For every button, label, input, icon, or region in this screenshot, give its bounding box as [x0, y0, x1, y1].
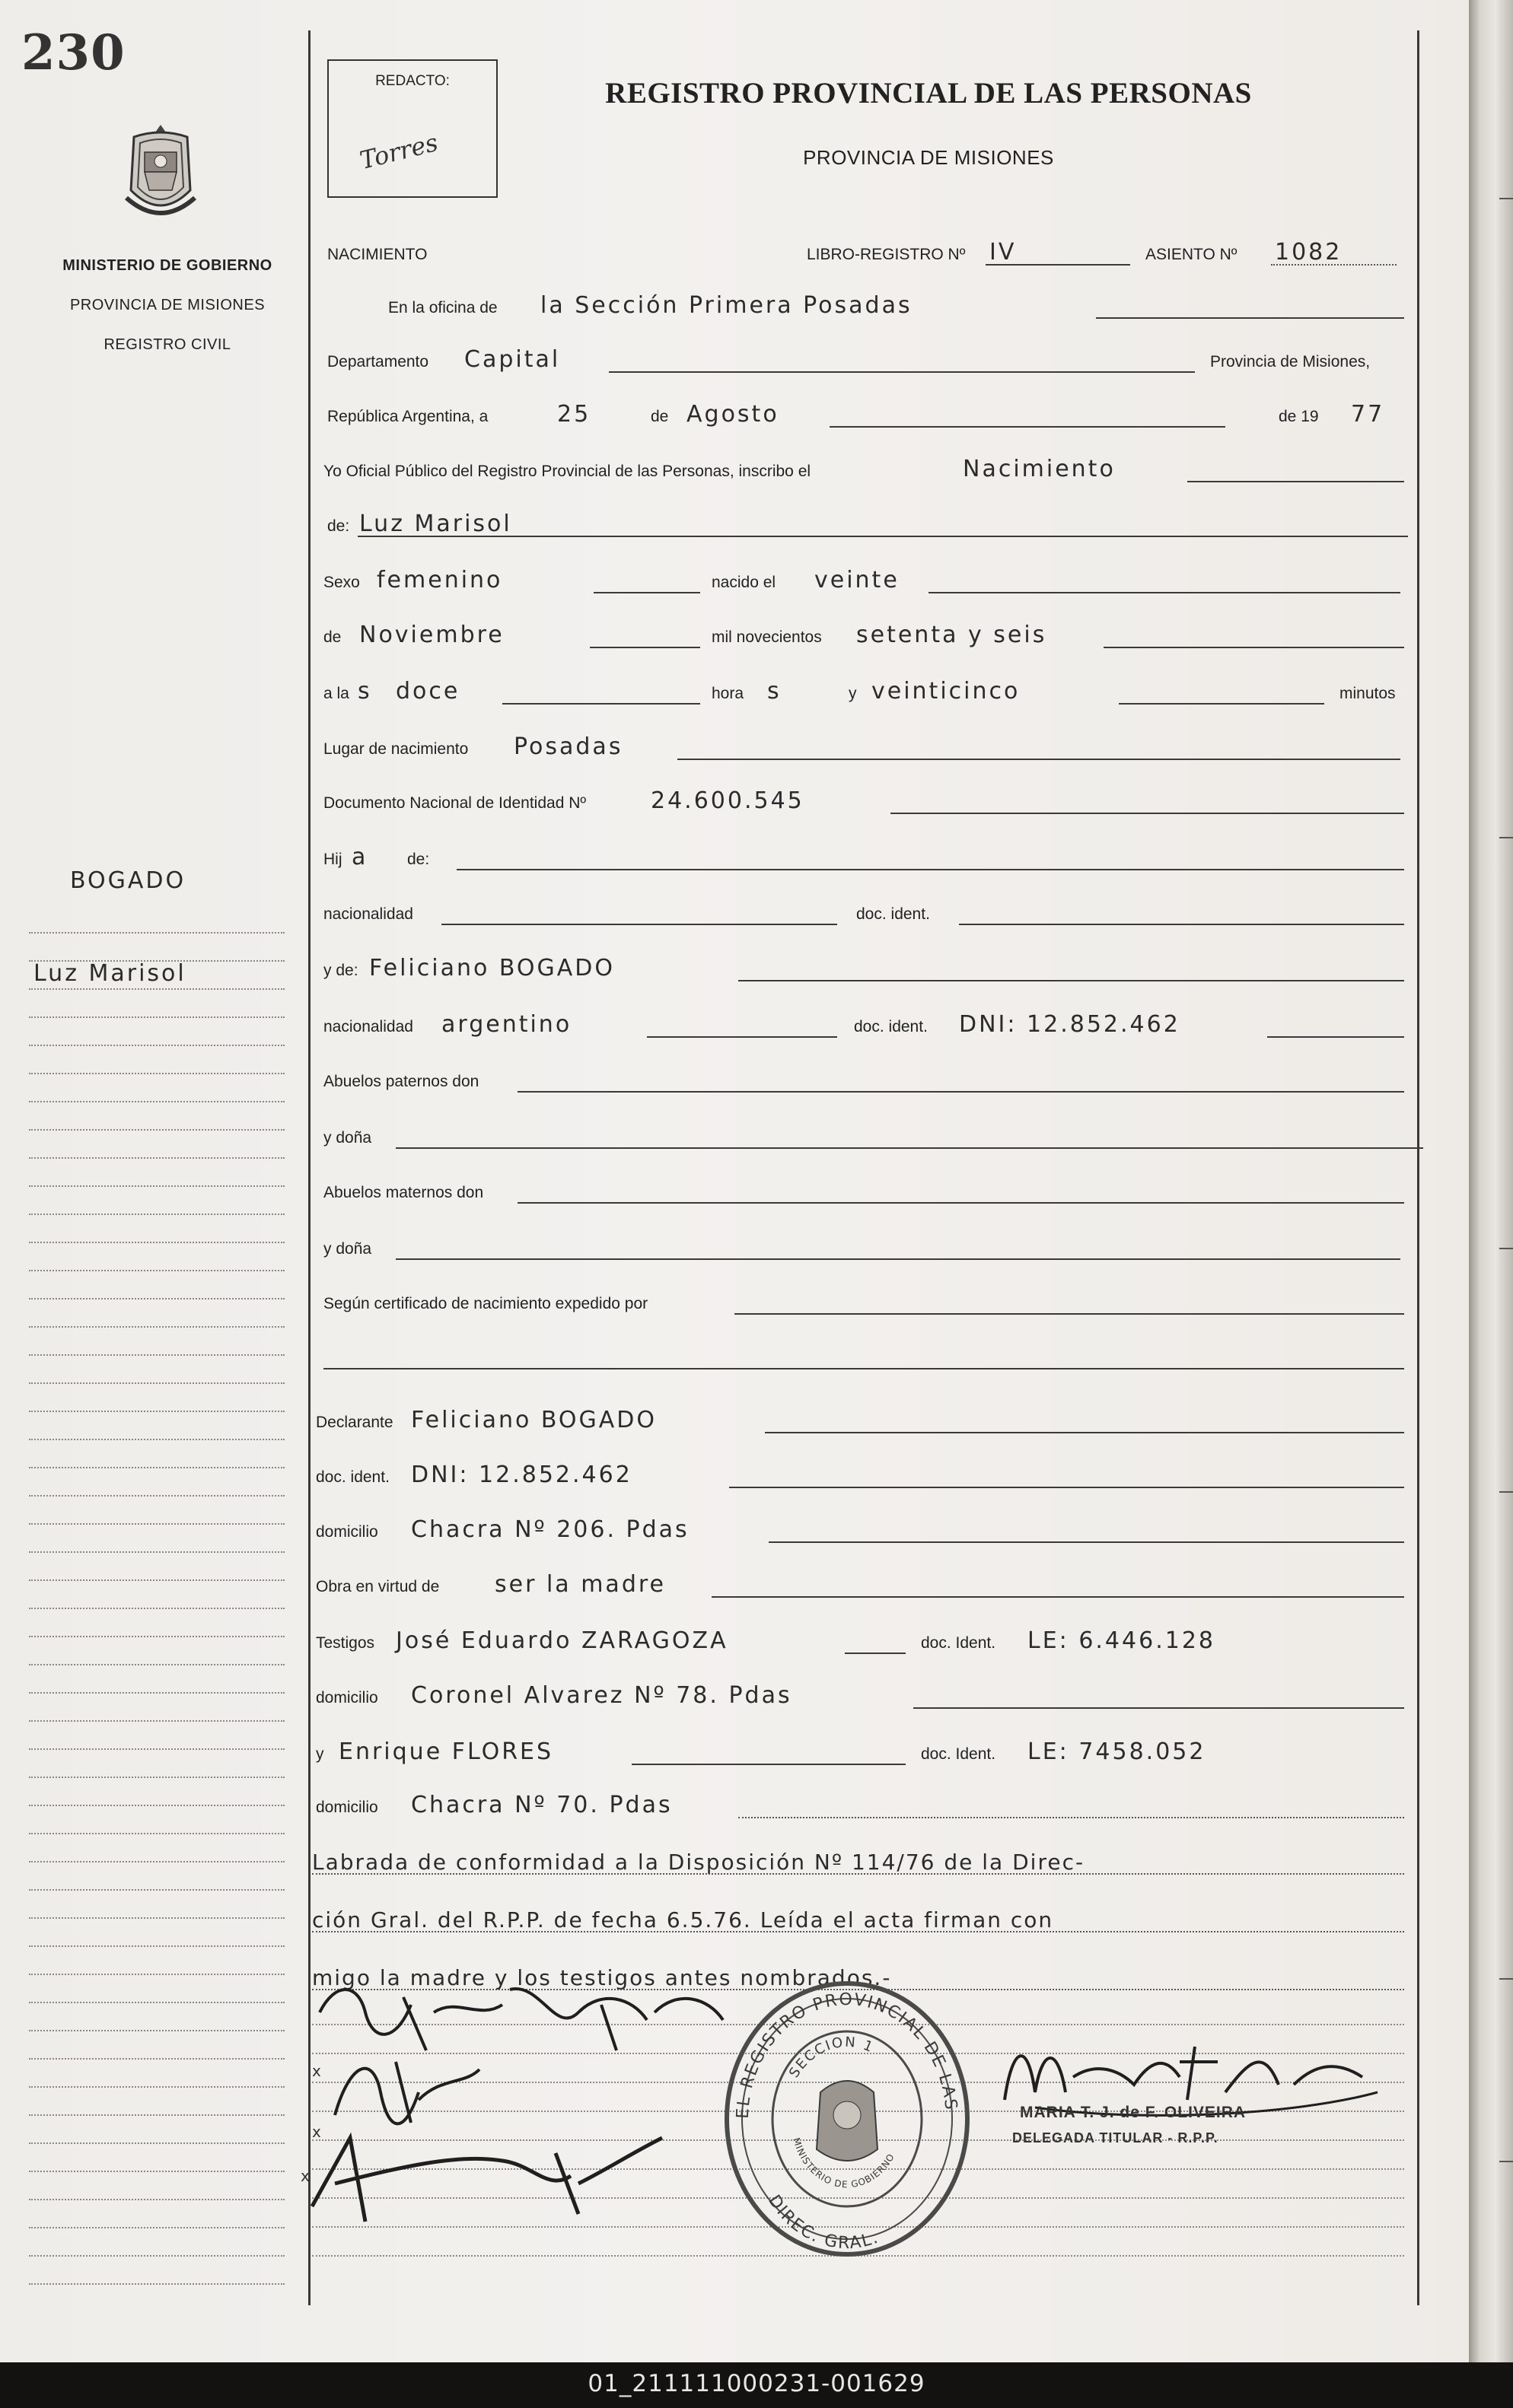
margin-line [29, 1185, 285, 1187]
nacido-value: veinte [814, 567, 900, 593]
y-minutos-label: y [849, 685, 857, 702]
ministerio-label: MINISTERIO DE GOBIERNO [62, 257, 272, 274]
x-mark-2: x [312, 2123, 321, 2141]
margin-line [29, 1523, 285, 1525]
docident3-value: DNI: 12.852.462 [411, 1462, 632, 1488]
row-nacido-mes [312, 615, 1408, 653]
official-title: DELEGADA TITULAR - R.P.P. [1012, 2130, 1218, 2146]
oficina-value: la Sección Primera Posadas [540, 292, 913, 319]
seal-inner-text: SECCION 1 [785, 2034, 877, 2081]
domicilio2-value: Coronel Alvarez Nº 78. Pdas [411, 1682, 792, 1709]
row-abuelos-paternos [312, 1059, 1408, 1097]
de-nombre-label: de: [327, 517, 350, 535]
margin-line [29, 1354, 285, 1356]
provincial-crest-logo [119, 122, 202, 236]
oficina-label: En la oficina de [388, 299, 498, 317]
margin-line [29, 1270, 285, 1271]
testigo1-value: José Eduardo ZARAGOZA [396, 1627, 728, 1654]
horas-suffix: s [767, 678, 782, 705]
row-inscribo [312, 449, 1408, 487]
row-oficina [312, 285, 1408, 323]
margin-line [29, 1945, 285, 1947]
margin-line [29, 988, 285, 990]
margin-line [29, 2058, 285, 2060]
margin-line [29, 2227, 285, 2228]
nota-line-3: migo la madre y los testigos antes nombrados.- [312, 1965, 892, 1990]
yde-label: y de: [323, 962, 358, 979]
nacionalidad2-label: nacionalidad [323, 1018, 413, 1035]
row-departamento [312, 339, 1408, 377]
row-domicilio-2 [312, 1675, 1408, 1713]
margin-line [29, 1411, 285, 1412]
document-subtitle: PROVINCIA DE MISIONES [803, 146, 1054, 169]
margin-line [29, 1579, 285, 1581]
lugar-value: Posadas [514, 733, 623, 760]
x-mark-3: x [301, 2167, 310, 2185]
margin-line [29, 1720, 285, 1722]
right-border [1417, 30, 1419, 2305]
mes-value: Agosto [686, 401, 779, 428]
margin-line [29, 1636, 285, 1637]
libro-value: IV [989, 239, 1017, 266]
margin-divider [308, 30, 311, 2305]
margin-line [29, 2255, 285, 2257]
testigos-label: Testigos [316, 1634, 375, 1652]
domicilio3-label: domicilio [316, 1799, 378, 1816]
margin-line [29, 1974, 285, 1975]
domicilio2-label: domicilio [316, 1689, 378, 1707]
declarante-value: Feliciano BOGADO [411, 1407, 658, 1433]
margin-line [29, 2002, 285, 2003]
margin-line [29, 1889, 285, 1891]
mil-novecientos-label: mil novecientos [712, 628, 822, 646]
row-domicilio-3 [312, 1785, 1408, 1823]
inscribo-value: Nacimiento [963, 456, 1116, 482]
margin-line [29, 1073, 285, 1074]
margin-line [29, 1833, 285, 1834]
row-fecha [312, 394, 1408, 432]
abuelos-maternos-label: Abuelos maternos don [323, 1184, 484, 1201]
departamento-value: Capital [464, 346, 561, 373]
row-segun [312, 1281, 1408, 1319]
nota-line-1: Labrada de conformidad a la Disposición Nº 114/76 de la Direc- [312, 1850, 1085, 1875]
alas-suffix: s [358, 678, 372, 705]
margin-line [29, 1242, 285, 1243]
row-domicilio-1 [312, 1509, 1408, 1548]
footer-strip [0, 2362, 1513, 2408]
margin-line [29, 1326, 285, 1328]
departamento-label: Departamento [327, 353, 429, 371]
nacimiento-label: NACIMIENTO [327, 246, 428, 263]
document-title: REGISTRO PROVINCIAL DE LAS PERSONAS [605, 77, 1252, 110]
margin-line [29, 2171, 285, 2172]
hora-value: doce [396, 678, 460, 705]
dni-label: Documento Nacional de Identidad Nº [323, 794, 587, 812]
docident2-label: doc. ident. [854, 1018, 928, 1035]
margin-line [29, 1692, 285, 1694]
margin-line [29, 1045, 285, 1046]
dona1-label: y doña [323, 1129, 372, 1147]
row-sexo [312, 560, 1408, 598]
margin-line [29, 1129, 285, 1131]
hij-value: a [352, 844, 368, 870]
docident5-label: doc. Ident. [921, 1745, 996, 1763]
domicilio3-value: Chacra Nº 70. Pdas [411, 1792, 673, 1818]
registro-civil-label: REGISTRO CIVIL [104, 336, 231, 353]
image-identifier: 01_211111000231-001629 [588, 2370, 925, 2397]
witness2-signature [304, 2123, 670, 2237]
margin-given-names: Luz Marisol [33, 960, 186, 987]
margin-line [29, 1748, 285, 1750]
margin-line [29, 932, 285, 934]
libro-label: LIBRO-REGISTRO Nº [807, 246, 966, 263]
margin-line [29, 1298, 285, 1299]
seal-inner-lower-text: MINISTERIO DE GOBIERNO [791, 2136, 897, 2190]
margin-line [29, 2199, 285, 2200]
asiento-value: 1082 [1275, 239, 1343, 266]
margin-line [29, 1439, 285, 1440]
horas-label: hora [712, 685, 744, 702]
hij-label: Hij [323, 851, 342, 868]
margin-line [29, 1467, 285, 1468]
asiento-label: ASIENTO Nº [1145, 246, 1237, 263]
margin-line [29, 1101, 285, 1102]
row-abuelos-maternos [312, 1170, 1408, 1208]
hij-de-label: de: [407, 851, 430, 868]
seal-outer-text: EL REGISTRO PROVINCIAL DE LAS [733, 1990, 960, 2120]
margin-line [29, 1495, 285, 1497]
inscribo-label: Yo Oficial Público del Registro Provincial de las Personas, inscribo el [323, 463, 811, 480]
redacto-label: REDACTO: [375, 73, 450, 89]
margin-line [29, 1861, 285, 1862]
minutos-value: veinticinco [871, 678, 1021, 705]
row-declarante [312, 1400, 1408, 1438]
margin-line [29, 2030, 285, 2031]
docident3-label: doc. ident. [316, 1468, 390, 1486]
domicilio1-label: domicilio [316, 1523, 378, 1541]
row-testigo-1 [312, 1621, 1408, 1659]
margin-line [29, 1016, 285, 1018]
margin-line [29, 1214, 285, 1215]
margin-line [29, 1777, 285, 1778]
margin-line [29, 1551, 285, 1553]
republica-label: República Argentina, a [327, 408, 489, 425]
row-testigo-2 [312, 1732, 1408, 1770]
docident4-value: LE: 6.446.128 [1027, 1627, 1215, 1654]
margin-surname: BOGADO [70, 867, 186, 894]
svg-text:SECCION 1 [786, 2034, 877, 2081]
segun-label: Según certificado de nacimiento expedido por [323, 1295, 648, 1312]
margin-line [29, 1805, 285, 1806]
redacto-signature: Torres [356, 127, 441, 176]
dia-value: 25 [557, 401, 591, 428]
margin-line [29, 2283, 285, 2285]
book-edge [1469, 0, 1513, 2362]
nacionalidad1-label: nacionalidad [323, 905, 413, 923]
sexo-value: femenino [377, 567, 503, 593]
declarante-label: Declarante [316, 1414, 393, 1431]
row-obra [312, 1564, 1408, 1602]
row-nacionalidad-1 [312, 892, 1408, 930]
padre-value: Feliciano BOGADO [369, 955, 616, 981]
margin-line [29, 2114, 285, 2116]
margin-line [29, 1157, 285, 1159]
docident2-value: DNI: 12.852.462 [959, 1011, 1180, 1038]
margin-line [29, 2142, 285, 2144]
abuelos-paternos-label: Abuelos paternos don [323, 1073, 479, 1090]
row-dni [312, 781, 1408, 819]
provincia-misiones-label: Provincia de Misiones, [1210, 353, 1371, 371]
row-nacionalidad-2 [312, 1004, 1408, 1042]
row-hij [312, 837, 1408, 875]
official-name: MARIA T. J. de F. OLIVEIRA [1020, 2104, 1247, 2121]
row-nota-2 [312, 1899, 1408, 1937]
docident4-label: doc. Ident. [921, 1634, 996, 1652]
row-segun-continuation [312, 1336, 1408, 1374]
de-label: de [651, 408, 669, 425]
nacionalidad2-value: argentino [441, 1011, 572, 1038]
registro-seal-stamp [721, 1978, 973, 2260]
row-dona-2 [312, 1226, 1408, 1264]
page-number: 230 [21, 24, 126, 81]
row-docident-3 [312, 1455, 1408, 1493]
de-mes-label: de [323, 628, 342, 646]
nacido-label: nacido el [712, 574, 776, 591]
domicilio1-value: Chacra Nº 206. Pdas [411, 1516, 690, 1543]
row-libro [312, 232, 1408, 270]
seal-lower-text: DIREC. GRAL. [764, 2191, 882, 2254]
de-anio-label: de 19 [1279, 408, 1319, 425]
obra-label: Obra en virtud de [316, 1578, 440, 1595]
obra-value: ser la madre [495, 1571, 666, 1598]
row-padre [312, 948, 1408, 986]
row-nota-1 [312, 1841, 1408, 1879]
anio-nac-value: setenta y seis [856, 622, 1047, 648]
margin-line [29, 1917, 285, 1919]
dona2-label: y doña [323, 1240, 372, 1258]
row-nombre [312, 504, 1408, 542]
row-hora [312, 671, 1408, 709]
sexo-label: Sexo [323, 574, 360, 591]
y-testigo-label: y [316, 1745, 324, 1763]
redacto-box [327, 59, 498, 198]
row-lugar [312, 727, 1408, 765]
mes-nac-value: Noviembre [359, 622, 505, 648]
alas-label: a la [323, 685, 349, 702]
testigo2-value: Enrique FLORES [339, 1738, 554, 1765]
nota-line-2: ción Gral. del R.P.P. de fecha 6.5.76. Leída el acta firman con [312, 1907, 1054, 1932]
margin-line [29, 1608, 285, 1609]
minutos-label: minutos [1339, 685, 1396, 702]
docident1-label: doc. ident. [856, 905, 930, 923]
docident5-value: LE: 7458.052 [1027, 1738, 1206, 1765]
margin-line [29, 1382, 285, 1384]
lugar-label: Lugar de nacimiento [323, 740, 469, 758]
dni-value: 24.600.545 [651, 787, 804, 814]
provincia-label: PROVINCIA DE MISIONES [69, 297, 266, 313]
nombre-value: Luz Marisol [359, 511, 512, 537]
row-dona-1 [312, 1115, 1408, 1153]
x-mark-1: x [312, 2062, 321, 2080]
margin-line [29, 1664, 285, 1665]
margin-line [29, 2086, 285, 2088]
anio-value: 77 [1351, 401, 1385, 428]
